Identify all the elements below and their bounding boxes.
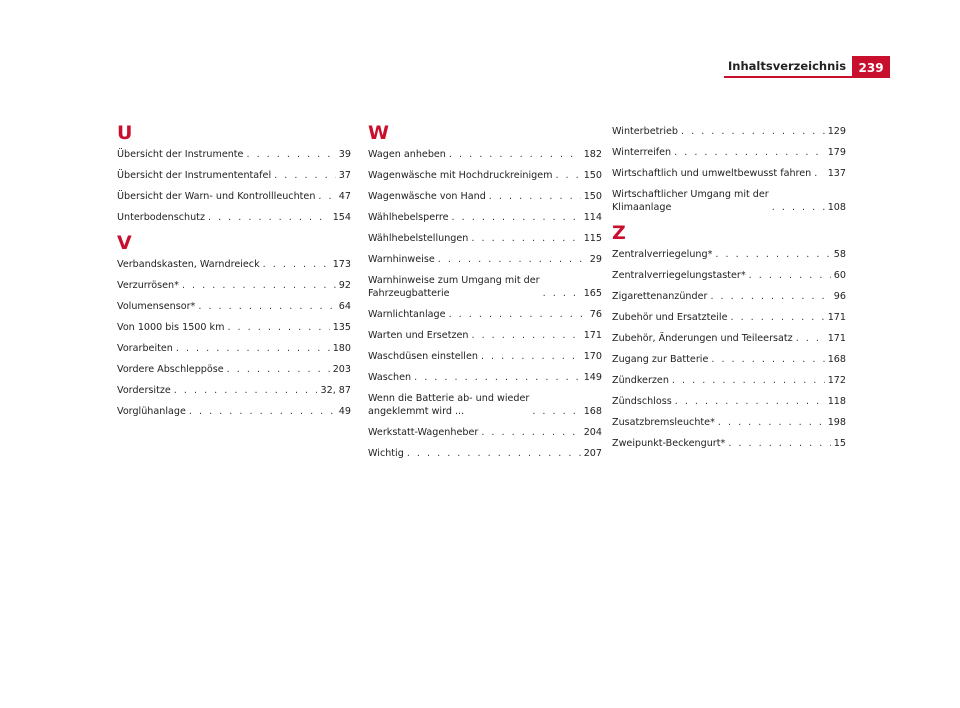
entry-page-number: 37 bbox=[338, 170, 351, 181]
entry-page-number: 172 bbox=[827, 375, 846, 386]
index-entry[interactable] bbox=[612, 146, 846, 159]
index-entry[interactable] bbox=[612, 395, 846, 408]
entry-page-number: 64 bbox=[338, 301, 351, 312]
entry-label: Vordersitze bbox=[117, 385, 171, 396]
entry-label: Werkstatt-Wagenheber bbox=[368, 427, 479, 438]
entry-label: Vordere Abschleppöse bbox=[117, 364, 224, 375]
entry-label: Verzurrösen* bbox=[117, 280, 179, 291]
index-entry[interactable] bbox=[612, 167, 846, 180]
entry-label: Zubehör und Ersatzteile bbox=[612, 312, 728, 323]
entry-label: Unterbodenschutz bbox=[117, 212, 205, 223]
entry-label: Zugang zur Batterie bbox=[612, 354, 709, 365]
entry-label: Warnlichtanlage bbox=[368, 309, 446, 320]
entry-page-number: 47 bbox=[338, 191, 351, 202]
dot-leader bbox=[449, 308, 587, 321]
index-entry[interactable] bbox=[612, 437, 846, 450]
entry-page-number: 29 bbox=[589, 254, 602, 265]
entry-page-number: 207 bbox=[583, 448, 602, 459]
dot-leader bbox=[471, 232, 580, 245]
entry-page-number: 39 bbox=[338, 149, 351, 160]
entry-page-number: 179 bbox=[827, 147, 846, 158]
index-entry[interactable] bbox=[368, 274, 602, 300]
dot-leader bbox=[675, 395, 825, 408]
entry-label: Zentralverriegelung* bbox=[612, 249, 713, 260]
dot-leader bbox=[681, 125, 825, 138]
dot-leader bbox=[481, 426, 580, 439]
dot-leader bbox=[227, 363, 330, 376]
section-letter: V bbox=[117, 232, 132, 254]
index-entry[interactable] bbox=[612, 248, 846, 261]
entry-label: Waschdüsen einstellen bbox=[368, 351, 478, 362]
index-entry[interactable] bbox=[368, 232, 602, 245]
entry-page-number: 170 bbox=[583, 351, 602, 362]
index-entry[interactable] bbox=[368, 211, 602, 224]
dot-leader bbox=[711, 353, 824, 366]
entry-page-number: 60 bbox=[833, 270, 846, 281]
index-entry[interactable] bbox=[612, 311, 846, 324]
entry-label: Zweipunkt-Beckengurt* bbox=[612, 438, 726, 449]
dot-leader bbox=[471, 329, 580, 342]
dot-leader bbox=[198, 300, 335, 313]
dot-leader bbox=[414, 371, 581, 384]
page-title: Inhaltsverzeichnis bbox=[724, 56, 852, 78]
entry-page-number: 15 bbox=[833, 438, 846, 449]
entry-label: Zündkerzen bbox=[612, 375, 669, 386]
entry-label: Wählhebelsperre bbox=[368, 212, 449, 223]
index-entry[interactable] bbox=[612, 353, 846, 366]
entry-page-number: 137 bbox=[827, 168, 846, 179]
entry-page-number: 165 bbox=[583, 288, 602, 299]
entry-label: Übersicht der Instrumente bbox=[117, 149, 244, 160]
dot-leader bbox=[543, 287, 581, 300]
index-section bbox=[117, 122, 351, 224]
entry-label: Wichtig bbox=[368, 448, 404, 459]
index-entry[interactable] bbox=[368, 350, 602, 363]
entry-page-number: 92 bbox=[338, 280, 351, 291]
entry-label: Wirtschaftlich und umweltbewusst fahren bbox=[612, 168, 812, 179]
entry-label: Vorglühanlage bbox=[117, 406, 186, 417]
dot-leader bbox=[189, 405, 336, 418]
dot-leader bbox=[208, 211, 330, 224]
index-section bbox=[612, 125, 846, 214]
section-letter: Z bbox=[612, 222, 626, 244]
entry-label: Zubehör, Änderungen und Teileersatz bbox=[612, 333, 793, 344]
entry-page-number: 129 bbox=[827, 126, 846, 137]
entry-page-number: 171 bbox=[827, 333, 846, 344]
dot-leader bbox=[174, 384, 318, 397]
section-letter: W bbox=[368, 122, 389, 144]
index-entry[interactable] bbox=[117, 384, 351, 397]
entry-page-number: 150 bbox=[583, 170, 602, 181]
dot-leader bbox=[796, 332, 825, 345]
entry-label: Zentralverriegelungstaster* bbox=[612, 270, 746, 281]
entry-page-number: 204 bbox=[583, 427, 602, 438]
entry-label: Warten und Ersetzen bbox=[368, 330, 469, 341]
entry-page-number: 114 bbox=[583, 212, 602, 223]
dot-leader bbox=[814, 167, 824, 180]
dot-leader bbox=[718, 416, 825, 429]
entry-page-number: 118 bbox=[827, 396, 846, 407]
dot-leader bbox=[489, 190, 581, 203]
entry-label: Volumensensor* bbox=[117, 301, 196, 312]
entry-label: Von 1000 bis 1500 km bbox=[117, 322, 225, 333]
index-entry[interactable] bbox=[117, 190, 351, 203]
dot-leader bbox=[772, 201, 825, 214]
entry-label: Zusatzbremsleuchte* bbox=[612, 417, 715, 428]
dot-leader bbox=[246, 148, 335, 161]
index-entry[interactable] bbox=[612, 269, 846, 282]
dot-leader bbox=[182, 279, 336, 292]
index-entry[interactable] bbox=[117, 148, 351, 161]
entry-page-number: 168 bbox=[583, 406, 602, 417]
index-entry[interactable] bbox=[117, 300, 351, 313]
dot-leader bbox=[555, 169, 580, 182]
entry-page-number: 171 bbox=[583, 330, 602, 341]
entry-page-number: 135 bbox=[332, 322, 351, 333]
entry-page-number: 173 bbox=[332, 259, 351, 270]
index-entry[interactable] bbox=[368, 253, 602, 266]
dot-leader bbox=[710, 290, 830, 303]
index-entry[interactable] bbox=[368, 447, 602, 460]
dot-leader bbox=[449, 148, 581, 161]
entry-page-number: 168 bbox=[827, 354, 846, 365]
index-section bbox=[612, 222, 846, 450]
dot-leader bbox=[672, 374, 825, 387]
entry-label: Warnhinweise bbox=[368, 254, 435, 265]
entry-label: Waschen bbox=[368, 372, 412, 383]
dot-leader bbox=[176, 342, 330, 355]
entry-label: Übersicht der Instrumententafel bbox=[117, 170, 272, 181]
dot-leader bbox=[263, 258, 330, 271]
dot-leader bbox=[452, 211, 581, 224]
index-entry[interactable] bbox=[368, 426, 602, 439]
dot-leader bbox=[674, 146, 825, 159]
entry-page-number: 180 bbox=[332, 343, 351, 354]
index-entry[interactable] bbox=[612, 416, 846, 429]
entry-page-number: 58 bbox=[833, 249, 846, 260]
entry-page-number: 149 bbox=[583, 372, 602, 383]
index-entry[interactable] bbox=[368, 169, 602, 182]
entry-label: Warnhinweise zum Umgang mit der Fahrzeugbatterie bbox=[368, 275, 540, 299]
index-entry[interactable] bbox=[117, 258, 351, 271]
index-entry[interactable] bbox=[612, 374, 846, 387]
entry-page-number: 32, 87 bbox=[320, 385, 351, 396]
dot-leader bbox=[715, 248, 830, 261]
entry-page-number: 150 bbox=[583, 191, 602, 202]
entry-page-number: 49 bbox=[338, 406, 351, 417]
index-entry[interactable] bbox=[117, 169, 351, 182]
entry-label: Verbandskasten, Warndreieck bbox=[117, 259, 260, 270]
entry-page-number: 108 bbox=[827, 202, 846, 213]
index-entry[interactable] bbox=[368, 392, 602, 418]
dot-leader bbox=[481, 350, 581, 363]
entry-page-number: 115 bbox=[583, 233, 602, 244]
index-entry[interactable] bbox=[612, 290, 846, 303]
entry-page-number: 76 bbox=[589, 309, 602, 320]
index-entry[interactable] bbox=[368, 329, 602, 342]
entry-label: Wählhebelstellungen bbox=[368, 233, 469, 244]
index-entry[interactable] bbox=[612, 188, 846, 214]
index-section bbox=[368, 122, 602, 460]
index-column-1 bbox=[117, 120, 351, 426]
index-entry[interactable] bbox=[368, 371, 602, 384]
section-letter: U bbox=[117, 122, 133, 144]
index-entry[interactable] bbox=[117, 405, 351, 418]
index-column-3 bbox=[612, 120, 846, 458]
dot-leader bbox=[318, 190, 335, 203]
dot-leader bbox=[438, 253, 587, 266]
entry-label: Wagenwäsche von Hand bbox=[368, 191, 486, 202]
index-entry[interactable] bbox=[117, 363, 351, 376]
entry-label: Zigarettenanzünder bbox=[612, 291, 708, 302]
entry-page-number: 171 bbox=[827, 312, 846, 323]
index-column-2 bbox=[368, 120, 602, 468]
dot-leader bbox=[728, 437, 830, 450]
index-entry[interactable] bbox=[117, 211, 351, 224]
entry-label: Wirtschaftlicher Umgang mit der Klimaanlage bbox=[612, 189, 769, 213]
entry-page-number: 154 bbox=[332, 212, 351, 223]
page-number-badge: 239 bbox=[852, 56, 890, 78]
index-entry[interactable] bbox=[117, 342, 351, 355]
index-entry[interactable] bbox=[612, 332, 846, 345]
index-entry[interactable] bbox=[117, 279, 351, 292]
entry-label: Wagenwäsche mit Hochdruckreinigem bbox=[368, 170, 553, 181]
entry-label: Winterreifen bbox=[612, 147, 672, 158]
entry-page-number: 203 bbox=[332, 364, 351, 375]
index-entry[interactable] bbox=[117, 321, 351, 334]
entry-label: Zündschloss bbox=[612, 396, 672, 407]
index-entry[interactable] bbox=[368, 308, 602, 321]
index-entry[interactable] bbox=[368, 148, 602, 161]
dot-leader bbox=[274, 169, 336, 182]
dot-leader bbox=[532, 405, 580, 418]
index-entry[interactable] bbox=[612, 125, 846, 138]
dot-leader bbox=[227, 321, 329, 334]
entry-label: Vorarbeiten bbox=[117, 343, 173, 354]
dot-leader bbox=[749, 269, 831, 282]
dot-leader bbox=[730, 311, 824, 324]
index-section bbox=[117, 232, 351, 418]
index-entry[interactable] bbox=[368, 190, 602, 203]
entry-page-number: 198 bbox=[827, 417, 846, 428]
entry-page-number: 182 bbox=[583, 149, 602, 160]
entry-label: Wagen anheben bbox=[368, 149, 446, 160]
dot-leader bbox=[407, 447, 581, 460]
entry-label: Winterbetrieb bbox=[612, 126, 678, 137]
entry-label: Wenn die Batterie ab- und wieder angeklemmt wird ... bbox=[368, 393, 530, 417]
entry-page-number: 96 bbox=[833, 291, 846, 302]
page-header bbox=[724, 56, 890, 78]
entry-label: Übersicht der Warn- und Kontrollleuchten bbox=[117, 191, 316, 202]
